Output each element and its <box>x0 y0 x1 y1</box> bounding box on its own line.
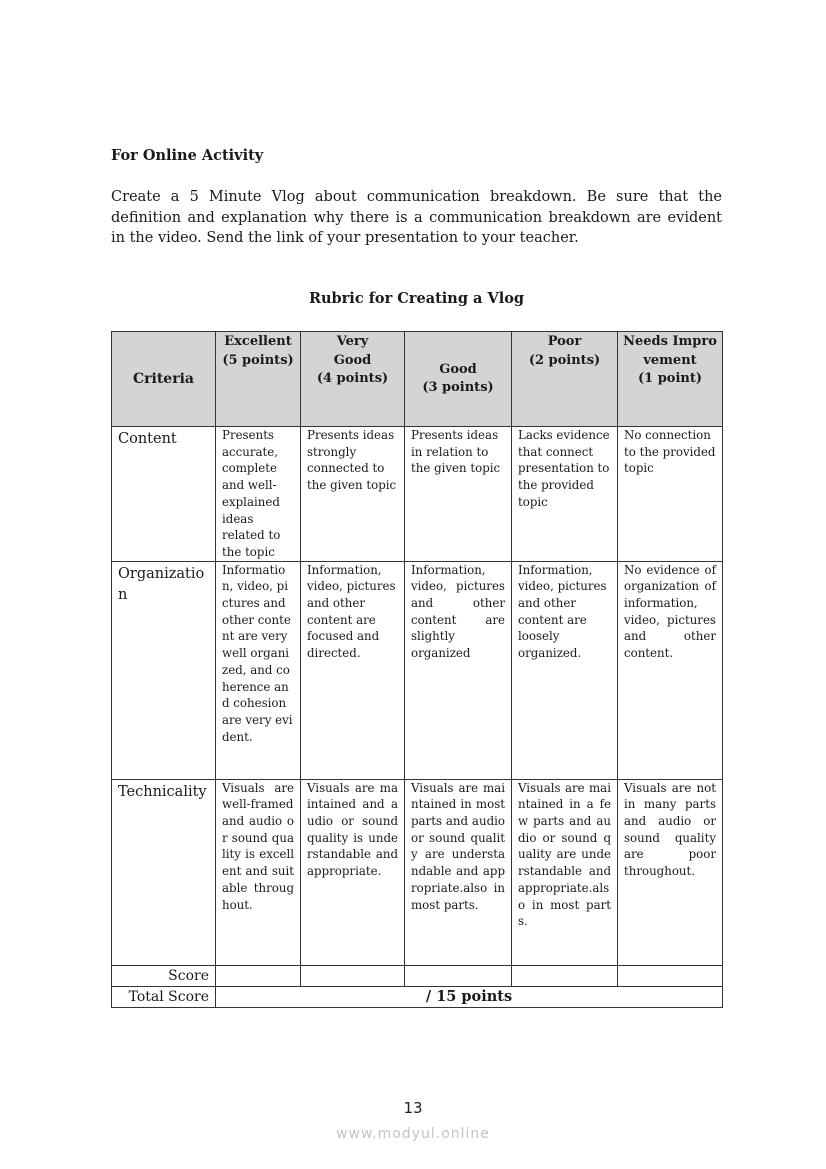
rubric-header-row <box>112 332 723 427</box>
rubric-table <box>111 331 723 1008</box>
total-score-value: / 15 points <box>216 986 723 1007</box>
criteria-content: Content <box>112 427 216 562</box>
rubric-cell: Information, video, pictures and other content are slightly organized <box>405 561 512 779</box>
rubric-cell: Presents ideas strongly connected to the given topic <box>301 427 405 562</box>
rubric-cell: Information, video, pictures and other content are loosely organized. <box>512 561 618 779</box>
rubric-title: Rubric for Creating a Vlog <box>308 290 525 307</box>
rubric-cell: No evidence of organization of information, video, pictures and other content. <box>618 561 723 779</box>
rubric-row-content <box>112 427 723 562</box>
rubric-row-technicality <box>112 779 723 965</box>
rubric-total-row <box>112 986 723 1007</box>
header-poor: Poor (2 points) <box>512 332 618 427</box>
score-cell <box>512 965 618 986</box>
rubric-cell: Visuals are maintained in most parts and audio or sound quality are understandable and appropriate.also in most parts. <box>405 779 512 965</box>
rubric-cell: Lacks evidence that connect presentation to the provided topic <box>512 427 618 562</box>
page-number: 13 <box>403 1099 423 1117</box>
rubric-cell: Visuals are maintained in a few parts and audio or sound quality are understandable and appropriate.also in most parts. <box>512 779 618 965</box>
rubric-cell: Presents ideas in relation to the given topic <box>405 427 512 562</box>
header-good: Good (3 points) <box>405 332 512 427</box>
score-label: Score <box>112 965 216 986</box>
score-cell <box>301 965 405 986</box>
rubric-row-organization <box>112 561 723 779</box>
rubric-score-row <box>112 965 723 986</box>
header-criteria: Criteria <box>112 332 216 427</box>
total-score-label: Total Score <box>112 986 216 1007</box>
rubric-cell: Presents accurate, complete and well-explained ideas related to the topic <box>216 427 301 562</box>
section-heading: For Online Activity <box>111 147 264 164</box>
score-cell <box>216 965 301 986</box>
rubric-cell: Information, video, pictures and other content are focused and directed. <box>301 561 405 779</box>
header-needs-improvement: Needs Improvement (1 point) <box>618 332 723 427</box>
criteria-technicality: Technicality <box>112 779 216 965</box>
header-excellent: Excellent (5 points) <box>216 332 301 427</box>
watermark: www.modyul.online <box>336 1126 490 1142</box>
rubric-cell: No connection to the provided topic <box>618 427 723 562</box>
instructions-paragraph: Create a 5 Minute Vlog about communication breakdown. Be sure that the definition and explanation why there is a communication breakdown are evident in the video. Send the link of your presentation to your teacher. <box>111 189 722 246</box>
criteria-organization: Organization <box>112 561 216 779</box>
rubric-cell: Visuals are well-framed and audio or sound quality is excellent and suitable throughout. <box>216 779 301 965</box>
rubric-cell: Visuals are maintained and audio or sound quality is understandable and appropriate. <box>301 779 405 965</box>
rubric-cell: Visuals are not in many parts and audio or sound quality are poor throughout. <box>618 779 723 965</box>
header-very-good: Very Good (4 points) <box>301 332 405 427</box>
score-cell <box>405 965 512 986</box>
score-cell <box>618 965 723 986</box>
rubric-cell: Information, video, pictures and other content are very well organized, and coherence and cohesion are very evident. <box>216 561 301 779</box>
